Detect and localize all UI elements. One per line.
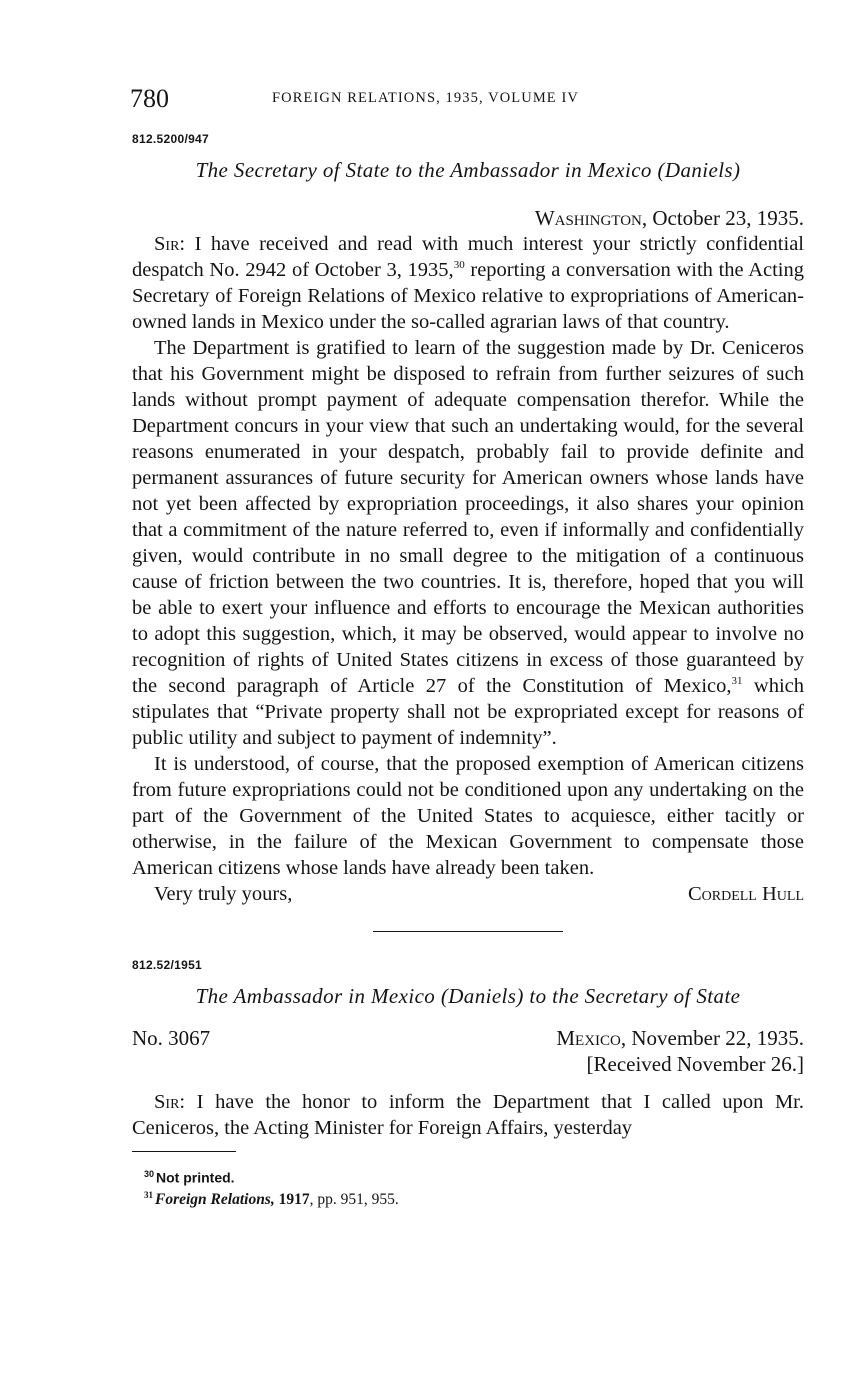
closing: Very truly yours, bbox=[154, 883, 293, 905]
dateline-place: Washington bbox=[534, 206, 642, 230]
footnote-rule bbox=[132, 1151, 236, 1152]
dateline bbox=[132, 205, 804, 231]
paragraph-text: The Department is gratified to learn of the suggestion made by Dr. Ceniceros that his Government might be disposed to refrain from further seizures of such lands without prompt payment of adequate compensation therefor. While the Department concurs in your view that such an undertaking would, for the several reasons enumerated in your despatch, probably fail to provide definite and permanent assurances of future security for American owners whose lands have not yet been affected by expropriation proceedings, it also shares your opinion that a commitment of the nature referred to, even if informally and confidentially given, would contribute in no small degree to the mitigation of a continuous cause of friction between the two countries. It is, therefore, hoped that you will be able to exert your influence and efforts to encourage the Mexican authorities to adopt this suggestion, which, it may be observed, would appear to involve no recognition of rights of United States citizens in excess of those guaranteed by the second paragraph of Article 27 of the Constitution of Mexico, bbox=[132, 337, 804, 697]
dateline-date: , October 23, 1935. bbox=[641, 206, 804, 230]
signature: Cordell Hull bbox=[687, 883, 804, 905]
salutation: Sir bbox=[154, 1091, 180, 1113]
footnote-year: 1917 bbox=[274, 1190, 310, 1208]
paragraph-text: which stipulates that “Private property shall not be expropriated except for reasons of public utility and subject to payment of indemnity”. bbox=[132, 675, 804, 749]
footnote-ref: 30 bbox=[453, 259, 465, 272]
file-number: 812.52/1951 bbox=[132, 958, 203, 972]
paragraph-text: reporting a conversation with the Acting Secretary of Foreign Relations of Mexico relative to expropriations of American-owned lands in Mexico under the so-called agrarian laws of that country. bbox=[132, 259, 804, 333]
page-number: 780 bbox=[130, 84, 169, 113]
document-page bbox=[132, 84, 804, 1208]
footnote-30 bbox=[144, 1166, 804, 1187]
paragraph-text: : I have the honor to inform the Department that I called upon Mr. Ceniceros, the Acting Minister for Foreign Affairs, yesterday bbox=[132, 1091, 804, 1139]
footnote-ref: 31 bbox=[731, 675, 743, 688]
despatch-line bbox=[132, 1025, 804, 1051]
footnote-mark: 30 bbox=[144, 1169, 155, 1179]
footnote-mark: 31 bbox=[144, 1189, 153, 1200]
dateline bbox=[556, 1025, 804, 1051]
closing-line bbox=[132, 881, 804, 907]
footnotes bbox=[132, 1166, 804, 1208]
despatch-number: No. 3067 bbox=[132, 1026, 211, 1050]
file-number: 812.5200/947 bbox=[132, 132, 210, 146]
dateline-place: Mexico bbox=[556, 1026, 621, 1050]
footnote-31 bbox=[144, 1187, 804, 1208]
page-header bbox=[132, 84, 804, 120]
dateline-date: , November 22, 1935. bbox=[620, 1026, 804, 1050]
received-date: [Received November 26.] bbox=[586, 1052, 804, 1076]
footnote-pages: , pp. 951, 955. bbox=[309, 1190, 399, 1208]
letter-paragraph-2 bbox=[132, 335, 804, 751]
section-divider bbox=[373, 931, 563, 932]
document-title: The Secretary of State to the Ambassador in Mexico (Daniels) bbox=[195, 158, 741, 182]
letter-paragraph-1 bbox=[132, 1089, 804, 1141]
document-title: The Ambassador in Mexico (Daniels) to the Secretary of State bbox=[195, 984, 741, 1008]
running-head: FOREIGN RELATIONS, 1935, VOLUME IV bbox=[272, 90, 579, 106]
footnote-source: Foreign Relations, bbox=[155, 1190, 275, 1208]
letter-paragraph-1 bbox=[132, 231, 804, 335]
salutation: Sir bbox=[154, 233, 180, 255]
footnote-text: Not printed. bbox=[156, 1169, 235, 1186]
letter-paragraph-3: It is understood, of course, that the proposed exemption of American citizens from future expropriations could not be conditioned upon any undertaking on the part of the Government of the United States to acquiesce, either tacitly or otherwise, in the failure of the Mexican Government to compensate those American citizens whose lands have already been taken. bbox=[132, 753, 804, 879]
paragraph-text: : I have received and read with much interest your strictly confidential despatch No. 2942 of October 3, 1935, bbox=[132, 233, 804, 281]
